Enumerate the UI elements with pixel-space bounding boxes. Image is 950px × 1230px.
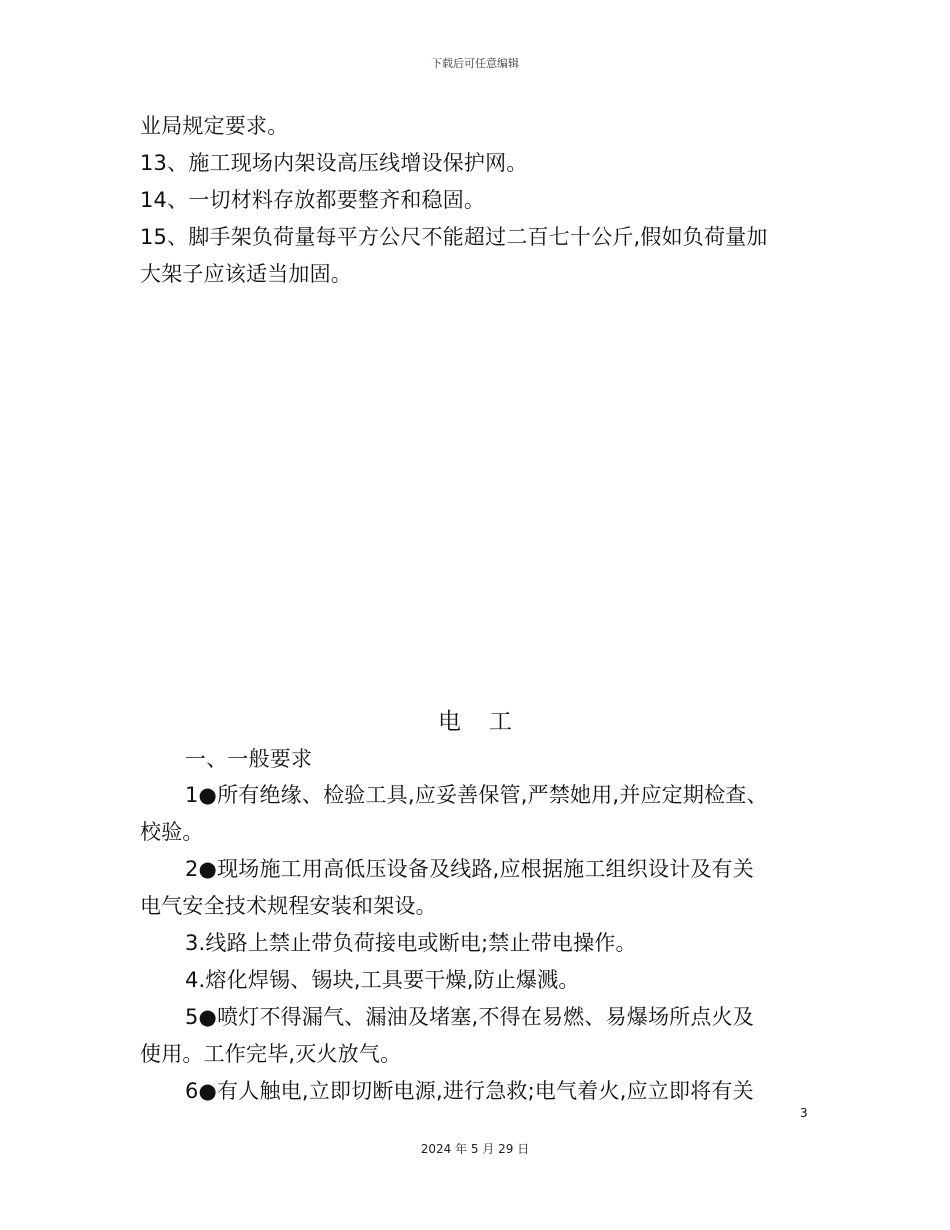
page-number: 3	[800, 1106, 808, 1120]
list-item-line: 5●喷灯不得漏气、漏油及堵塞,不得在易燃、易爆场所点火及	[185, 1005, 754, 1029]
paragraph-line: 业局规定要求。	[140, 114, 289, 138]
list-item-line: 4.熔化焊锡、锡块,工具要干燥,防止爆溅。	[185, 968, 580, 992]
section-subheading: 一、一般要求	[185, 747, 313, 771]
page-header: 下载后可任意编辑	[431, 57, 519, 70]
paragraph-line: 14、一切材料存放都要整齐和稳固。	[140, 188, 486, 212]
paragraph-line: 15、脚手架负荷量每平方公尺不能超过二百七十公斤,假如负荷量加	[140, 225, 768, 249]
list-item-line: 电气安全技术规程安装和架设。	[140, 894, 437, 918]
paragraph-line: 13、施工现场内架设高压线增设保护网。	[140, 151, 528, 175]
list-item-line: 1●所有绝缘、检验工具,应妥善保管,严禁她用,并应定期检查、	[185, 783, 768, 807]
list-item-line: 6●有人触电,立即切断电源,进行急救;电气着火,应立即将有关	[185, 1079, 754, 1103]
list-item-line: 使用。工作完毕,灭火放气。	[140, 1042, 402, 1066]
list-item-line: 校验。	[140, 820, 204, 844]
section-title: 电工	[438, 709, 540, 735]
page-footer-date: 2024 年 5 月 29 日	[420, 1142, 530, 1156]
paragraph-line: 大架子应该适当加固。	[140, 262, 352, 286]
list-item-line: 2●现场施工用高低压设备及线路,应根据施工组织设计及有关	[185, 857, 754, 881]
list-item-line: 3.线路上禁止带负荷接电或断电;禁止带电操作。	[185, 931, 637, 955]
